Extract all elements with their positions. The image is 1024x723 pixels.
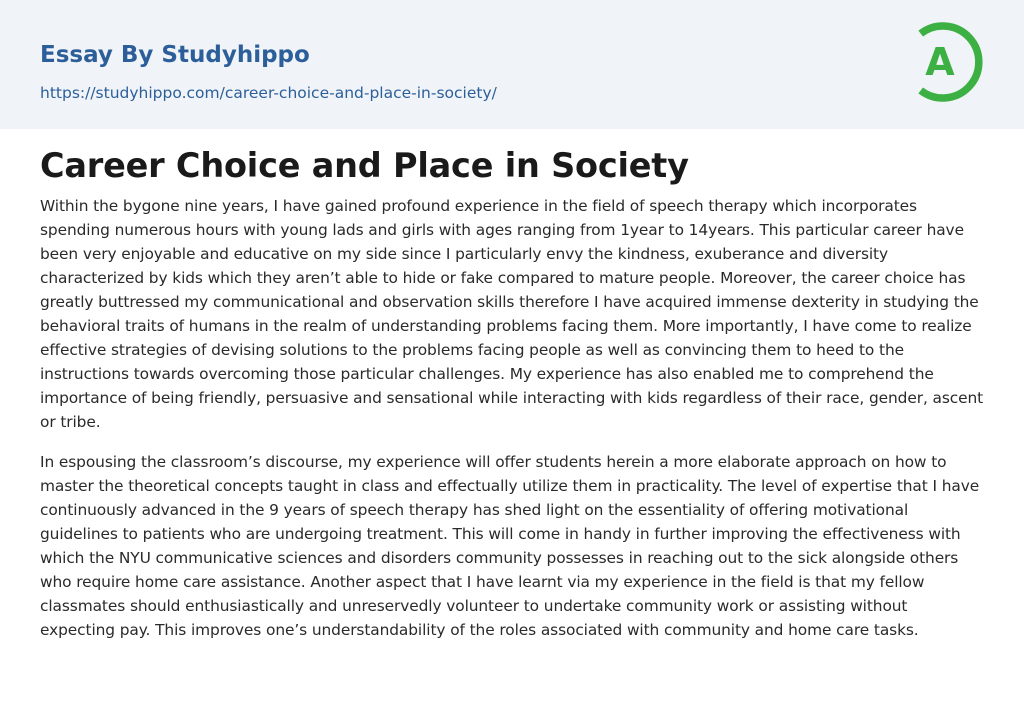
essay-url-link[interactable]: https://studyhippo.com/career-choice-and-place-in-society/ [40,84,497,102]
logo-letter: A [925,40,955,84]
essay-body [40,194,986,658]
site-brand[interactable]: Essay By Studyhippo [40,42,310,68]
page-title: Career Choice and Place in Society [40,146,689,185]
essay-paragraph: Within the bygone nine years, I have gained profound experience in the field of speech therapy which incorporates spending numerous hours with young lads and girls with ages ranging from 1year to 14years. This particular career have been very enjoyable and educative on my side since I particularly envy the kindness, exuberance and diversity characterized by kids which they aren’t able to hide or fake compared to mature people. Moreover, the career choice has greatly buttressed my communicational and observation skills therefore I have acquired immense dexterity in studying the behavioral traits of humans in the realm of understanding problems facing them. More importantly, I have come to realize effective strategies of devising solutions to the problems facing people as well as convincing them to heed to the instructions towards overcoming those particular challenges. My experience has also enabled me to comprehend the importance of being friendly, persuasive and sensational while interacting with kids regardless of their race, gender, ascent or tribe. [40,197,984,431]
essay-paragraph: In espousing the classroom’s discourse, my experience will offer students herein a more elaborate approach on how to master the theoretical concepts taught in class and effectually utilize them in practicality. The level of expertise that I have continuously advanced in the 9 years of speech therapy has shed light on the essentiality of offering motivational guidelines to patients who are undergoing treatment. This will come in handy in further improving the effectiveness with which the NYU communicative sciences and disorders community possesses in reaching out to the sick alongside others who require home care assistance. Another aspect that I have learnt via my experience in the field is that my fellow classmates should enthusiastically and unreservedly volunteer to undertake community work or assisting without expecting pay. This improves one’s understandability of the roles associated with community and home care tasks. [40,453,980,639]
site-header [0,0,1024,129]
studyhippo-logo-icon[interactable] [908,16,988,108]
